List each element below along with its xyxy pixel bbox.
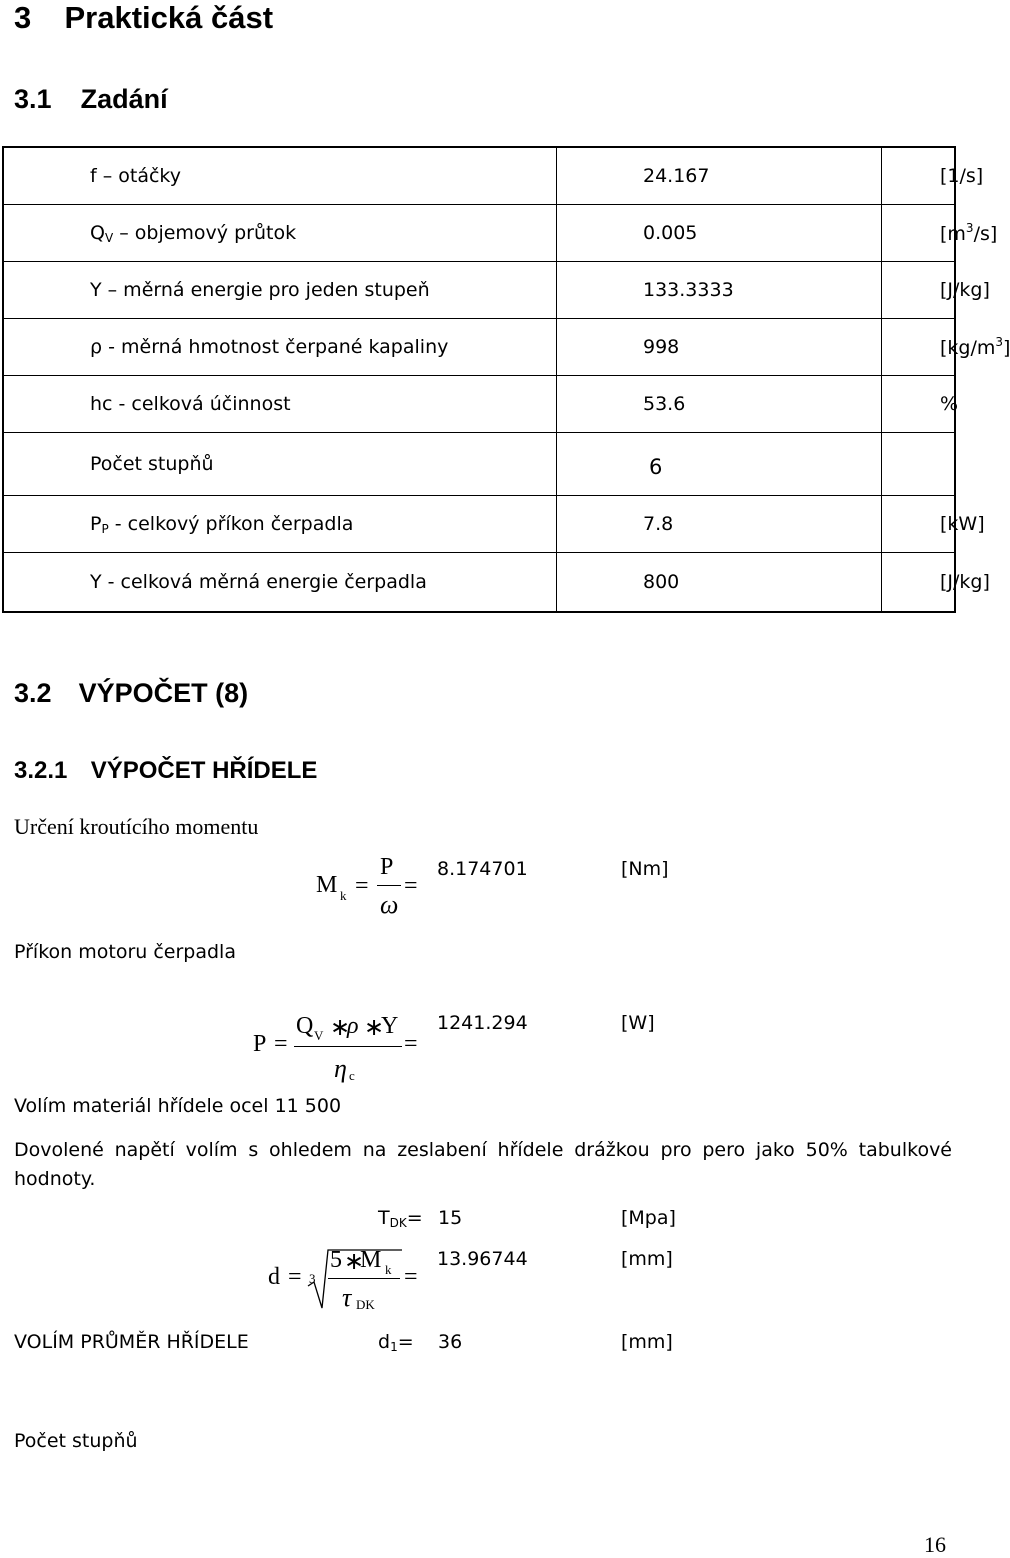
param-unit: $[kg/m^3]$ <box>882 319 956 376</box>
param-unit: [J/kg] <box>882 553 956 613</box>
param-value: 24.167 <box>557 147 882 205</box>
torque-numerator: P <box>380 854 394 880</box>
parameters-table <box>2 146 1010 613</box>
torque-eq-1: = <box>355 873 369 899</box>
power-rho: ρ <box>347 1013 359 1039</box>
subsection-title: Zadání <box>80 84 168 114</box>
table-row <box>3 553 955 613</box>
diameter-tau: τ <box>342 1283 352 1312</box>
param-value: 53.6 <box>557 376 882 433</box>
torque-label: Určení kroutícího momentu <box>14 814 259 839</box>
power-op-1: ∗ <box>330 1015 351 1041</box>
subsection-number: 3.1 <box>14 84 52 114</box>
page-number: 16 <box>924 1532 946 1557</box>
shaft-heading-title: VÝPOČET HŘÍDELE <box>90 757 318 784</box>
chosen-diameter-value: 36 <box>438 1331 463 1353</box>
power-eq-1: = <box>274 1031 288 1057</box>
table-row <box>3 496 955 553</box>
chosen-diameter-symbol: $d_1=$ <box>378 1331 414 1354</box>
material-text: Volím materiál hřídele ocel 11 500 <box>14 1095 342 1117</box>
stages-label: Počet stupňů <box>14 1430 138 1452</box>
calc-heading-number: 3.2 <box>14 678 52 708</box>
section-heading <box>14 0 273 36</box>
param-value: 133.3333 <box>557 262 882 319</box>
param-value: 6 <box>557 433 882 496</box>
param-name: Y - celková měrná energie čerpadla <box>3 553 557 613</box>
calc-heading <box>14 678 248 709</box>
chosen-diameter-unit: [mm] <box>621 1331 673 1353</box>
param-value: 7.8 <box>557 496 882 553</box>
table-row <box>3 433 955 496</box>
tdk-unit: [Mpa] <box>621 1207 676 1229</box>
power-unit: [W] <box>621 1012 655 1034</box>
power-eq-2: = <box>404 1031 418 1057</box>
table-row <box>3 147 955 205</box>
fraction-line <box>294 1046 402 1047</box>
param-name: $P_P$ - celkový příkon čerpadla <box>3 496 557 553</box>
table-row <box>3 205 955 262</box>
param-unit: $[m^3/s]$ <box>882 205 956 262</box>
torque-unit: [Nm] <box>621 858 669 880</box>
shaft-heading-number: 3.2.1 <box>14 757 68 784</box>
table-row <box>3 376 955 433</box>
power-eta: η <box>334 1054 347 1083</box>
torque-lhs: M <box>316 872 338 898</box>
section-number: 3 <box>14 0 32 35</box>
param-name: f – otáčky <box>3 147 557 205</box>
power-lhs: P <box>253 1031 267 1057</box>
diameter-mk: M <box>360 1247 382 1273</box>
diameter-op: ∗ <box>344 1249 365 1275</box>
stress-text: Dovolené napětí volím s ohledem na zeslabení hřídele drážkou pro pero jako 50% tabulkové hodnoty. <box>14 1139 952 1190</box>
param-value: 0.005 <box>557 205 882 262</box>
diameter-eq-1: = <box>288 1264 302 1290</box>
param-name: ρ - měrná hmotnost čerpané kapaliny <box>3 319 557 376</box>
param-name: Y – měrná energie pro jeden stupeň <box>3 262 557 319</box>
param-unit: [kW] <box>882 496 956 553</box>
torque-eq-2: = <box>404 873 418 899</box>
diameter-unit: [mm] <box>621 1248 673 1270</box>
diameter-num-five: 5 <box>330 1247 342 1273</box>
section-title: Praktická část <box>64 0 274 35</box>
diameter-mk-sub: k <box>385 1262 392 1277</box>
param-value: 800 <box>557 553 882 613</box>
param-unit <box>882 433 956 496</box>
table-row <box>3 319 955 376</box>
power-op-2: ∗ <box>364 1015 385 1041</box>
torque-denominator: ω <box>380 890 399 919</box>
diameter-value: 13.96744 <box>437 1248 528 1270</box>
param-name: Počet stupňů <box>3 433 557 496</box>
power-q-sub: V <box>314 1028 324 1043</box>
power-y: Y <box>381 1013 399 1039</box>
chosen-diameter-label: VOLÍM PRŮMĚR HŘÍDELE <box>14 1331 249 1353</box>
shaft-heading <box>14 757 317 785</box>
table-row <box>3 262 955 319</box>
power-value: 1241.294 <box>437 1012 528 1034</box>
power-eta-sub: c <box>349 1068 355 1083</box>
param-name: $Q_V$ – objemový průtok <box>3 205 557 262</box>
calc-heading-title: VÝPOČET (8) <box>78 678 249 708</box>
fraction-line <box>377 885 401 886</box>
diameter-lhs: d <box>268 1264 280 1290</box>
param-unit: [J/kg] <box>882 262 956 319</box>
power-q: Q <box>296 1013 314 1039</box>
torque-lhs-sub: k <box>340 888 347 903</box>
param-unit: % <box>882 376 956 433</box>
param-name: hc - celková účinnost <box>3 376 557 433</box>
fraction-line <box>328 1278 400 1279</box>
power-label: Příkon motoru čerpadla <box>14 941 236 963</box>
diameter-tau-sub: DK <box>356 1297 375 1312</box>
diameter-eq-2: = <box>404 1264 418 1290</box>
tdk-symbol: $T_{DK}=$ <box>378 1207 423 1230</box>
torque-value: 8.174701 <box>437 858 528 880</box>
root-index: 3 <box>309 1271 316 1286</box>
tdk-value: 15 <box>438 1207 463 1229</box>
param-unit: [1/s] <box>882 147 956 205</box>
param-value: 998 <box>557 319 882 376</box>
subsection-heading <box>14 84 168 115</box>
